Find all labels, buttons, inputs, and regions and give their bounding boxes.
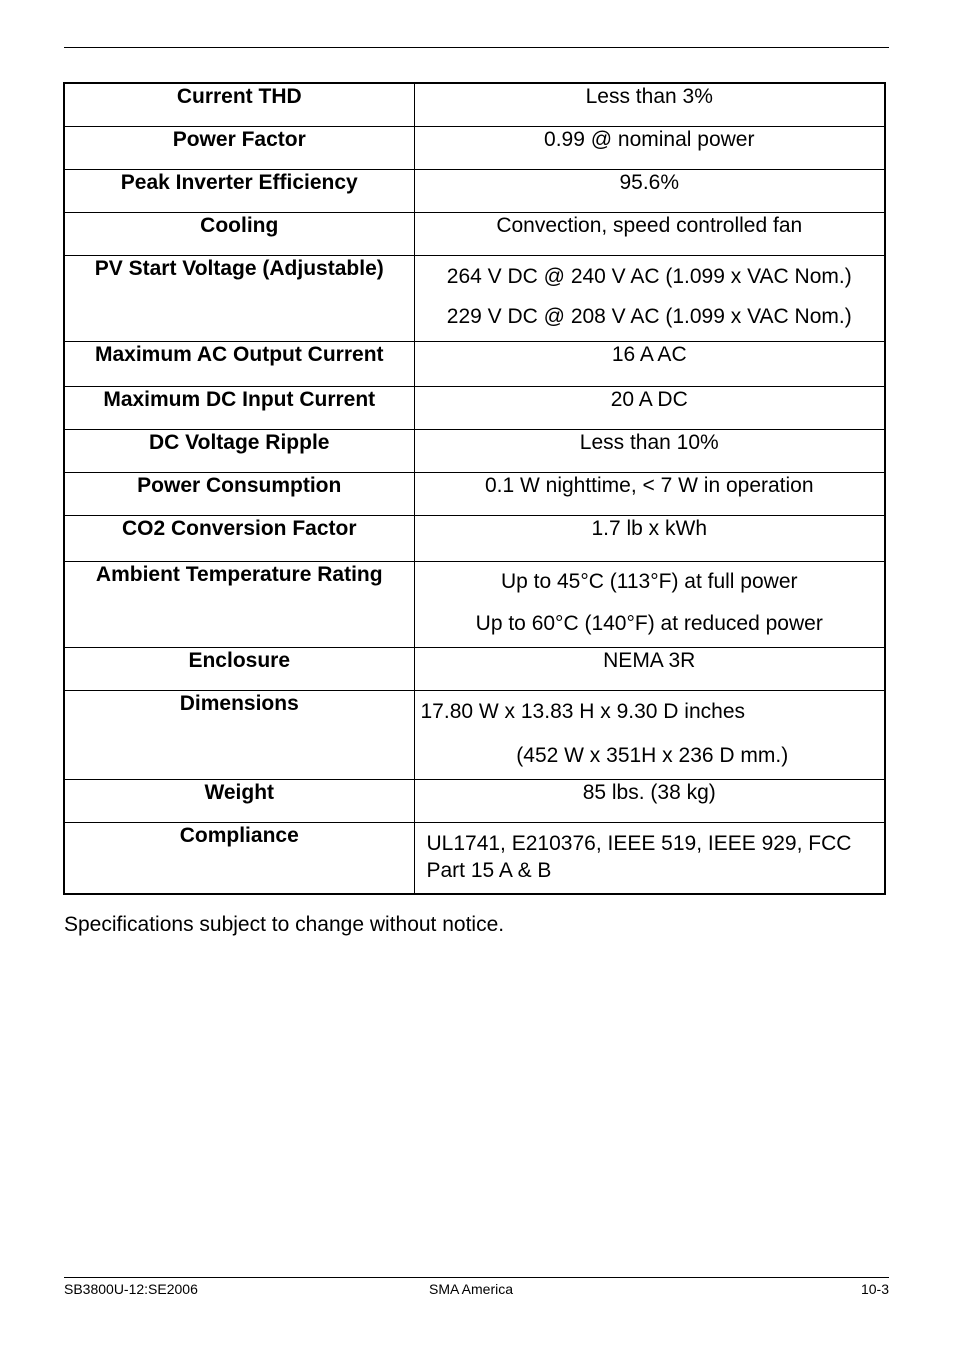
table-row: [64, 169, 885, 212]
spec-label: Maximum DC Input Current: [64, 386, 414, 429]
spec-label: DC Voltage Ripple: [64, 429, 414, 472]
spec-value-line: 1.7 lb x kWh: [591, 516, 708, 540]
spec-value-line: Less than 10%: [579, 430, 719, 454]
table-row: [64, 429, 885, 472]
spec-value: [414, 169, 885, 212]
spec-label: Ambient Temperature Rating: [64, 561, 414, 647]
spec-value: [414, 126, 885, 169]
spec-value-line: 0.1 W nighttime, < 7 W in operation: [484, 473, 814, 497]
footer-company: SMA America: [429, 1281, 514, 1297]
spec-value: [414, 472, 885, 515]
spec-value-line: 95.6%: [619, 170, 680, 194]
spec-value-line: Up to 45°C (113°F) at full power: [500, 569, 798, 593]
spec-label: PV Start Voltage (Adjustable): [64, 255, 414, 341]
table-row: [64, 472, 885, 515]
spec-label: Current THD: [64, 83, 414, 126]
spec-value: [414, 515, 885, 561]
specifications-table: [63, 82, 886, 895]
table-row: [64, 126, 885, 169]
spec-value: [414, 83, 885, 126]
spec-value: [414, 822, 885, 894]
table-row: [64, 386, 885, 429]
spec-value: [414, 341, 885, 386]
spec-label: Power Factor: [64, 126, 414, 169]
spec-label: Maximum AC Output Current: [64, 341, 414, 386]
table-row: [64, 561, 885, 647]
spec-value-line: NEMA 3R: [603, 648, 696, 672]
spec-label: Compliance: [64, 822, 414, 894]
spec-value: [414, 647, 885, 690]
spec-label: Peak Inverter Efficiency: [64, 169, 414, 212]
table-row: [64, 822, 885, 894]
spec-value-line: 85 lbs. (38 kg): [582, 780, 716, 804]
table-row: [64, 690, 885, 779]
spec-value-line: (452 W x 351H x 236 D mm.): [516, 743, 789, 767]
spec-label: Dimensions: [64, 690, 414, 779]
spec-value-line: Less than 3%: [585, 85, 713, 108]
table-row: [64, 341, 885, 386]
spec-value: [414, 212, 885, 255]
spec-value-line: 16 A AC: [611, 342, 687, 366]
table-row: [64, 647, 885, 690]
table-row: [64, 83, 885, 126]
spec-value-line: UL1741, E210376, IEEE 519, IEEE 929, FCC Part 15 A & B: [426, 831, 852, 882]
spec-label: CO2 Conversion Factor: [64, 515, 414, 561]
spec-label: Power Consumption: [64, 472, 414, 515]
header-rule: [64, 47, 889, 48]
spec-value-line: 264 V DC @ 240 V AC (1.099 x VAC Nom.): [446, 264, 852, 288]
spec-value: [414, 561, 885, 647]
spec-value-line: Up to 60°C (140°F) at reduced power: [475, 611, 823, 635]
spec-label: Enclosure: [64, 647, 414, 690]
spec-value: [414, 690, 885, 779]
spec-value: [414, 386, 885, 429]
spec-label: Weight: [64, 779, 414, 822]
spec-label: Cooling: [64, 212, 414, 255]
spec-value: [414, 255, 885, 341]
spec-value-line: 0.99 @ nominal power: [544, 127, 755, 151]
table-row: [64, 515, 885, 561]
spec-value: [414, 429, 885, 472]
spec-value-line: Convection, speed controlled fan: [496, 213, 803, 237]
table-row: [64, 212, 885, 255]
table-row: [64, 255, 885, 341]
footer-rule: [64, 1277, 889, 1278]
footer-page-number: 10-3: [860, 1281, 889, 1297]
spec-value-line: 229 V DC @ 208 V AC (1.099 x VAC Nom.): [446, 304, 852, 328]
table-row: [64, 779, 885, 822]
disclaimer-note: Specifications subject to change without notice.: [64, 913, 505, 936]
footer-document-id: SB3800U-12:SE2006: [64, 1281, 198, 1297]
spec-value-line: 17.80 W x 13.83 H x 9.30 D inches: [420, 699, 746, 723]
spec-value-line: 20 A DC: [610, 387, 688, 411]
spec-value: [414, 779, 885, 822]
